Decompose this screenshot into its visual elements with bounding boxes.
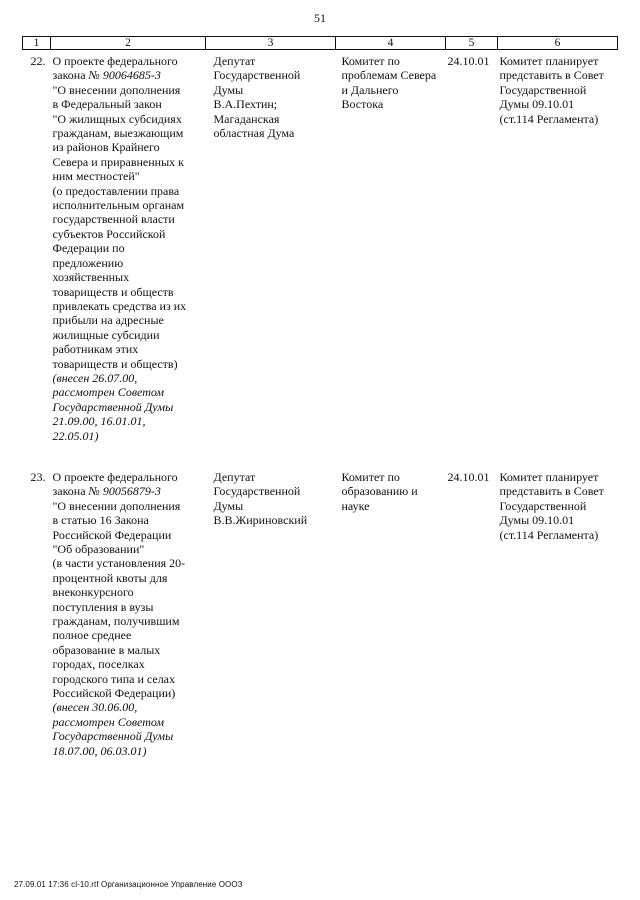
text-line: Комитет по	[341, 469, 400, 484]
text-line: предложению	[52, 255, 124, 270]
text-line: Думы 09.10.01	[499, 97, 575, 112]
text-line: представить в Совет	[499, 484, 604, 499]
column-header: 4	[336, 37, 446, 50]
text-line: Магаданская	[213, 111, 280, 126]
text-line: из районов Крайнего	[52, 140, 160, 155]
text-line: гражданам, получившим	[52, 614, 180, 629]
text-line: городах, поселках	[52, 657, 145, 672]
text-line: государственной власти	[52, 212, 175, 227]
text-line: Севера и приравненных к	[52, 154, 184, 169]
text-line: науке	[341, 498, 370, 513]
text-line: Комитет по	[341, 54, 400, 68]
text-line: Государственной Думы	[52, 729, 174, 744]
responsible-committee	[336, 443, 446, 758]
text-line: ним местностей"	[52, 169, 140, 184]
document-footer: 27.09.01 17:36 cl-10.rtf Организационное Управление ОООЗ	[14, 880, 243, 889]
text-line: работникам этих	[52, 342, 139, 357]
text-line: Федерации по	[52, 241, 125, 256]
table-body	[23, 50, 618, 759]
row-number: 22.	[30, 54, 46, 68]
text-line: гражданам, выезжающим	[52, 126, 184, 141]
text-line: 18.07.00, 06.03.01)	[52, 743, 147, 758]
text-line: Государственной	[213, 68, 301, 83]
bill-number: № 90056879-3	[88, 484, 161, 499]
text-line: представить в Совет	[499, 68, 604, 83]
text-line: в статью 16 Закона	[52, 513, 149, 528]
text-line: (о предоставлении права	[52, 183, 180, 198]
text-line: Востока	[341, 97, 384, 112]
text-line: и Дальнего	[341, 82, 399, 97]
text-line: (ст.114 Регламента)	[499, 527, 599, 542]
bill-number-prefix: закона	[52, 484, 89, 499]
text-line: внеконкурсного	[52, 585, 134, 600]
text-line: О проекте федерального	[52, 54, 178, 68]
column-header: 5	[446, 37, 498, 50]
bills-table-container	[22, 36, 617, 758]
bill-author	[206, 443, 336, 758]
column-header: 3	[206, 37, 336, 50]
bill-author	[206, 50, 336, 443]
row-number: 23.	[30, 469, 46, 484]
text-line: жилищные субсидии	[52, 327, 160, 342]
bill-description	[51, 50, 206, 443]
bill-number-line	[53, 68, 206, 82]
bills-table	[22, 36, 618, 758]
text-line: хозяйственных	[52, 270, 130, 285]
bill-number: № 90064685-3	[88, 68, 161, 83]
text-line: Государственной	[499, 498, 587, 513]
text-line: Думы	[213, 82, 244, 97]
text-line: В.В.Жириновский	[213, 513, 308, 528]
text-line: Государственной Думы	[52, 399, 174, 414]
text-line: (внесен 30.06.00,	[52, 700, 138, 715]
text-line: (ст.114 Регламента)	[499, 111, 599, 126]
text-line: Российской Федерации)	[52, 686, 176, 701]
text-line: О проекте федерального	[52, 469, 178, 484]
text-line: областная Дума	[213, 126, 295, 141]
bill-number-prefix: закона	[52, 68, 89, 83]
text-line: рассмотрен Советом	[52, 385, 165, 400]
column-header-row	[23, 37, 618, 50]
text-line: Депутат	[213, 469, 256, 484]
text-line: (в части установления 20-	[52, 556, 186, 571]
text-line: "Об образовании"	[52, 542, 145, 556]
text-line: 22.05.01)	[52, 428, 99, 443]
text-line: Думы 09.10.01	[499, 513, 575, 528]
text-line: 21.09.00, 16.01.01,	[52, 414, 146, 429]
committee-plan	[498, 443, 618, 758]
responsible-committee	[336, 50, 446, 443]
text-line: "О жилищных субсидиях	[52, 111, 182, 126]
text-line: Государственной	[499, 82, 587, 97]
text-line: (внесен 26.07.00,	[52, 370, 138, 385]
text-line: "О внесении дополнения	[52, 82, 181, 97]
text-line: Комитет планирует	[499, 54, 599, 68]
text-line: проблемам Севера	[341, 68, 437, 83]
committee-plan	[498, 50, 618, 443]
text-line: Российской Федерации	[52, 527, 172, 542]
text-line: прибыли на адресные	[52, 313, 164, 328]
review-date: 24.10.01	[447, 54, 490, 68]
text-line: товариществ и обществ	[52, 284, 174, 299]
text-line: рассмотрен Советом	[52, 714, 165, 729]
column-header: 2	[51, 37, 206, 50]
text-line: Депутат	[213, 54, 256, 68]
bill-description	[51, 443, 206, 758]
review-date: 24.10.01	[447, 469, 490, 484]
table-row	[23, 443, 618, 758]
text-line: полное среднее	[52, 628, 132, 643]
text-line: образование в малых	[52, 642, 161, 657]
text-line: в Федеральный закон	[52, 97, 162, 112]
text-line: поступления в вузы	[52, 599, 154, 614]
text-line: исполнительным органам	[52, 198, 185, 213]
page-number: 51	[314, 11, 326, 25]
text-line: процентной квоты для	[52, 570, 168, 585]
bill-number-line	[53, 484, 206, 498]
text-line: образованию и	[341, 484, 418, 499]
text-line: Государственной	[213, 484, 301, 499]
text-line: Комитет планирует	[499, 469, 599, 484]
text-line: "О внесении дополнения	[52, 498, 181, 513]
text-line: В.А.Пехтин;	[213, 97, 278, 112]
text-line: субъектов Российской	[52, 226, 166, 241]
text-line: Думы	[213, 498, 244, 513]
text-line: привлекать средства из их	[52, 298, 187, 313]
column-header: 1	[23, 37, 51, 50]
table-row	[23, 50, 618, 443]
text-line: товариществ и обществ)	[52, 356, 178, 371]
column-header: 6	[498, 37, 618, 50]
text-line: городского типа и селах	[52, 671, 176, 686]
